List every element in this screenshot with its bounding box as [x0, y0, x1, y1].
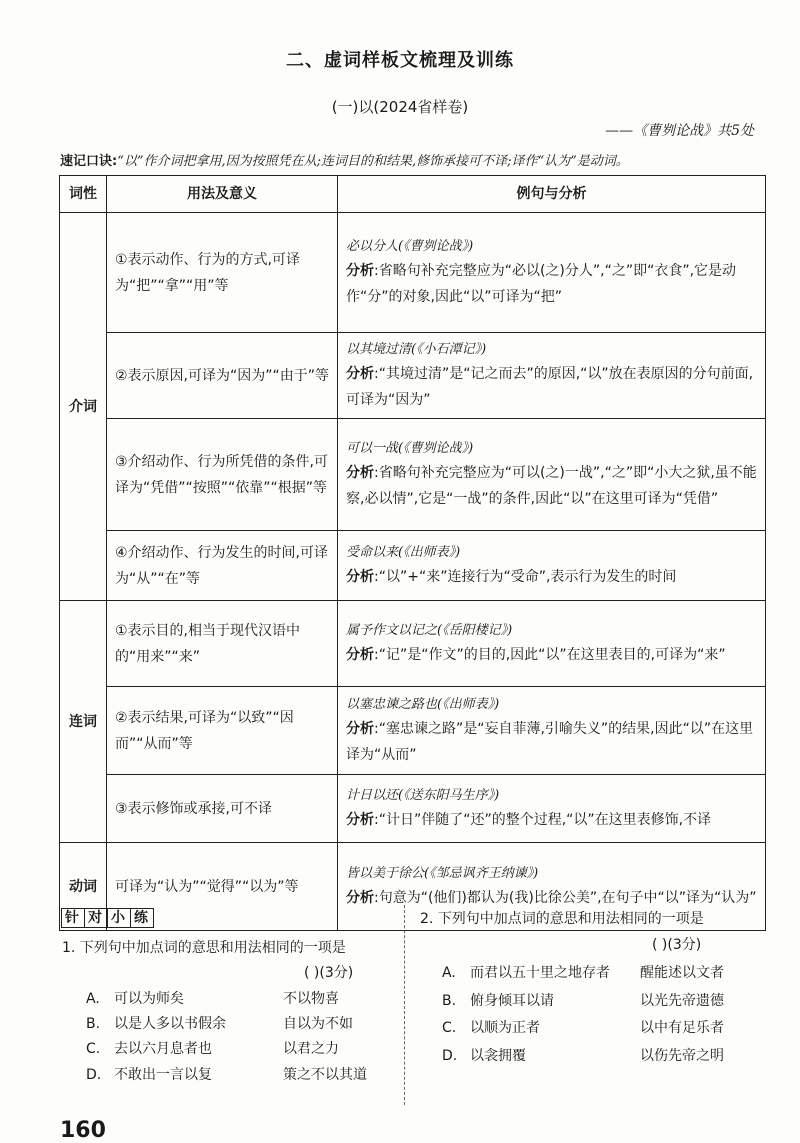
table-row — [60, 531, 766, 601]
column-divider — [404, 905, 405, 1105]
option-c[interactable]: C. 以顺为正者 — [442, 1020, 540, 1036]
example-cell — [338, 419, 766, 531]
usage-cell: ②表示结果,可译为“以致”“因而”“从而”等 — [107, 687, 338, 775]
example-analysis: 分析:“以”+“来”连接行为“受命”,表示行为发生的时间 — [346, 568, 677, 585]
usage-table — [59, 175, 766, 931]
example-sentence: 皆以美于徐公(《邹忌讽齐王纳谏》) — [346, 865, 539, 881]
header-usage: 用法及意义 — [107, 176, 338, 213]
example-analysis: 分析:省略句补充完整应为“可以(之)一战”,“之”即“小大之狱,虽不能察,必以情”,它是“一战”的条件,因此“以”在这里可译为“凭借” — [346, 464, 757, 507]
example-sentence: 以其境过清(《小石潭记》) — [346, 341, 487, 357]
mnemonic-label: 速记口诀: — [60, 154, 118, 169]
header-example: 例句与分析 — [338, 176, 766, 213]
example-sentence: 属予作文以记之(《岳阳楼记》) — [346, 622, 513, 638]
example-cell — [338, 601, 766, 687]
option-d-compare: 以伤先帝之明 — [640, 1048, 724, 1064]
example-analysis: 分析:句意为“(他们)都认为(我)比徐公美”,在句子中“以”译为“认为” — [346, 889, 757, 906]
option-c[interactable]: C. 去以六月息者也 — [86, 1041, 212, 1057]
option-c-compare: 以君之力 — [283, 1041, 339, 1057]
usage-cell: ③表示修饰或承接,可不译 — [107, 775, 338, 843]
answer-blank[interactable]: ( )(3分) — [304, 965, 354, 981]
example-cell — [338, 333, 766, 419]
table-row — [60, 687, 766, 775]
example-analysis: 分析:省略句补充完整应为“必以(之)分人”,“之”即“衣食”,它是动作“分”的对象,因此“以”可译为“把” — [346, 262, 737, 305]
example-sentence: 计日以还(《送东阳马生序》) — [346, 787, 500, 803]
table-row — [60, 213, 766, 333]
page-number: 160 — [60, 1118, 106, 1143]
pos-cell: 介词 — [60, 213, 107, 601]
table-row — [60, 419, 766, 531]
table-row — [60, 775, 766, 843]
example-cell — [338, 531, 766, 601]
example-analysis: 分析:“计日”伴随了“还”的整个过程,“以”在这里表修饰,不译 — [346, 811, 712, 828]
pos-cell: 动词 — [60, 843, 107, 931]
example-sentence: 受命以来(《出师表》) — [346, 544, 461, 560]
option-a[interactable]: A. 可以为师矣 — [86, 991, 184, 1007]
option-b[interactable]: B. 俯身倾耳以请 — [442, 993, 554, 1009]
example-analysis: 分析:“记”是“作文”的目的,因此“以”在这里表目的,可译为“来” — [346, 646, 726, 663]
example-cell — [338, 687, 766, 775]
usage-cell: ②表示原因,可译为“因为”“由于”等 — [107, 333, 338, 419]
usage-cell: 可译为“认为”“觉得”“以为”等 — [107, 843, 338, 931]
usage-cell: ③介绍动作、行为所凭借的条件,可译为“凭借”“按照”“依靠”“根据”等 — [107, 419, 338, 531]
example-sentence: 以塞忠谏之路也(《出师表》) — [346, 696, 500, 712]
example-analysis: 分析:“塞忠谏之路”是“妄自菲薄,引喻失义”的结果,因此“以”在这里译为“从而” — [346, 720, 754, 763]
usage-cell: ④介绍动作、行为发生的时间,可译为“从”“在”等 — [107, 531, 338, 601]
example-analysis: 分析:“其境过清”是“记之而去”的原因,“以”放在表原因的分句前面,可译为“因为” — [346, 365, 754, 408]
source-note: ——《曹刿论战》共5处 — [605, 123, 754, 139]
question-stem: 2. 下列句中加点词的意思和用法相同的一项是 — [420, 911, 704, 927]
example-sentence: 可以一战(《曹刿论战》) — [346, 440, 474, 456]
table-row — [60, 333, 766, 419]
option-b[interactable]: B. 以是人多以书假余 — [86, 1016, 226, 1032]
option-a-compare: 不以物喜 — [283, 991, 339, 1007]
mnemonic-text: “以”作介词把拿用,因为按照凭在从;连词目的和结果,修饰承接可不译;译作“认为”是动词。 — [117, 154, 629, 169]
page-title: 二、虚词样板文梳理及训练 — [286, 50, 514, 71]
option-c-compare: 以中有足乐者 — [640, 1020, 724, 1036]
table-row — [60, 601, 766, 687]
example-sentence: 必以分人(《曹刿论战》) — [346, 238, 474, 254]
section-subtitle: (一)以(2024省样卷) — [331, 98, 469, 116]
exercise-heading: 针 对 小 练 — [61, 907, 153, 927]
example-cell — [338, 775, 766, 843]
pos-cell: 连词 — [60, 601, 107, 843]
question-stem: 1. 下列句中加点词的意思和用法相同的一项是 — [62, 940, 346, 956]
option-b-compare: 以光先帝遗德 — [640, 993, 724, 1009]
option-a[interactable]: A. 而君以五十里之地存者 — [442, 965, 610, 981]
option-a-compare: 醒能述以文者 — [640, 965, 724, 981]
usage-cell: ①表示动作、行为的方式,可译为“把”“拿”“用”等 — [107, 213, 338, 333]
option-d[interactable]: D. 不敢出一言以复 — [86, 1067, 212, 1083]
header-pos: 词性 — [60, 176, 107, 213]
usage-cell: ①表示目的,相当于现代汉语中的“用来”“来” — [107, 601, 338, 687]
mnemonic — [60, 150, 780, 169]
table-header-row — [60, 176, 766, 213]
option-d-compare: 策之不以其道 — [283, 1067, 367, 1083]
example-cell — [338, 213, 766, 333]
option-d[interactable]: D. 以衾拥覆 — [442, 1048, 526, 1064]
option-b-compare: 自以为不如 — [283, 1016, 353, 1032]
answer-blank[interactable]: ( )(3分) — [652, 937, 702, 953]
